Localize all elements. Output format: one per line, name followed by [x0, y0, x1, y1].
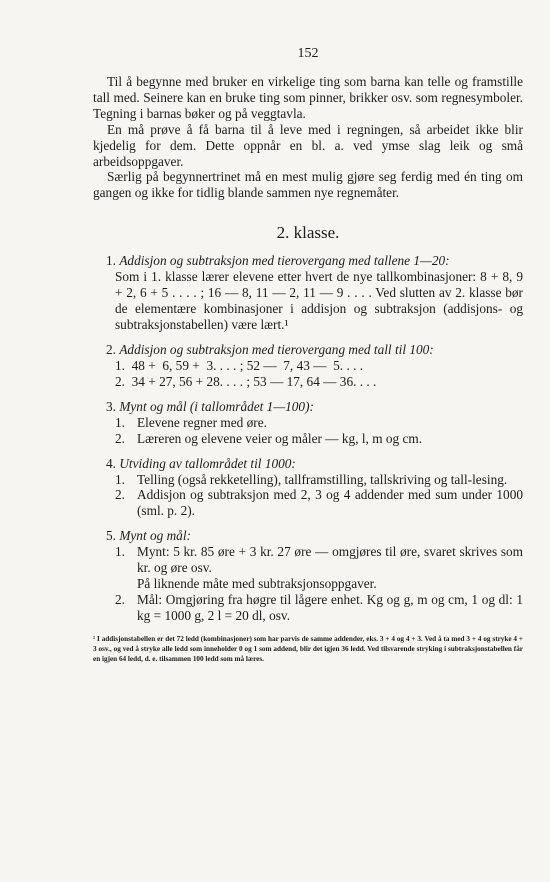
- section-2: [93, 342, 523, 390]
- section-1-title: 1. Addisjon og subtraksjon med tierovergang med tallene 1—20:: [106, 253, 450, 269]
- list-item: 1. Mynt: 5 kr. 85 øre + 3 kr. 27 øre — omgjøres til øre, svaret skrives som kr. og øre osv. På liknende måte med subtraksjonsoppgaver.: [115, 544, 523, 592]
- intro-paragraph-2: En må prøve å få barna til å leve med i regningen, så arbeidet ikke blir kjedelig for dem. Dette oppnår en bl. a. ved ymse slag leik og små arbeidsoppgaver.: [93, 121, 523, 169]
- list-item: 2. Mål: Omgjøring fra høgre til lågere enhet. Kg og g, m og cm, 1 og dl: 1 kg = 1000 g, 2 l = 20 dl, osv.: [115, 591, 523, 623]
- list-item: 2. Addisjon og subtraksjon med 2, 3 og 4 addender med sum under 1000 (sml. p. 2).: [115, 487, 523, 519]
- section-heading: 2. klasse.: [276, 223, 340, 243]
- section-3-title: 3. Mynt og mål (i tallområdet 1—100):: [106, 398, 314, 414]
- section-4: [93, 456, 523, 520]
- list-item: 1. Elevene regner med øre.: [115, 414, 267, 430]
- intro-paragraph-3: Særlig på begynnertrinet må en mest mulig gjøre seg ferdig med én ting om gangen og ikke for tidlig blande sammen nye regnemåter.: [93, 169, 523, 201]
- section-5: [93, 528, 523, 624]
- section-4-title: 4. Utviding av tallområdet til 1000:: [106, 455, 296, 471]
- section-3: [93, 399, 523, 447]
- section-2-line-2: 2. 34 + 27, 56 + 28. . . . ; 53 — 17, 64 — 36. . . .: [115, 373, 377, 389]
- page: [93, 46, 523, 664]
- section-1: [93, 253, 523, 333]
- list-item: 1. Telling (også rekketelling), tallframstilling, tallskriving og tall-lesing.: [115, 471, 508, 487]
- section-2-line-1: 1. 48 + 6, 59 + 3. . . . ; 52 — 7, 43 — 5. . . .: [115, 357, 364, 373]
- section-1-body: Som i 1. klasse lærer elevene etter hvert de nye tallkombinasjoner: 8 + 8, 9 + 2, 6 + 5 . . . . ; 16 — 8, 11 — 2, 11 — 9 . . . . Ved slutten av 2. klasse bør de elementære kombinasjoner i addisjon og subtraksjon (addisjons- og subtraksjonstabellen) være lært.¹: [115, 269, 523, 332]
- page-number: 152: [297, 46, 319, 61]
- footnote: ¹ I addisjonstabellen er det 72 ledd (kombinasjoner) som har parvis de samme addender, eks. 3 + 4 og 4 + 3. Ved å ta med 3 + 4 og strykе 4 + 3 osv., og ved å stryke alle ledd som inneholder 0 og 1 som addend, blir det igjen 36 ledd. Ved tilsvarende stryking i subtraksjonstabellen får en igjen 64 ledd, d. e. tilsammen 100 ledd som må læres.: [93, 634, 523, 663]
- section-2-title: 2. Addisjon og subtraksjon med tierovergang med tall til 100:: [106, 341, 434, 357]
- intro-paragraph-1: Til å begynne med bruker en virkelige ting som barna kan telle og framstille tall med. Seinere kan en bruke ting som pinner, brikker osv. som regnesymboler. Tegning i barnas bøker og på veggtavla.: [93, 74, 523, 121]
- section-5-title: 5. Mynt og mål:: [106, 528, 191, 544]
- list-item: 2. Læreren og elevene veier og måler — kg, l, m og cm.: [115, 430, 423, 446]
